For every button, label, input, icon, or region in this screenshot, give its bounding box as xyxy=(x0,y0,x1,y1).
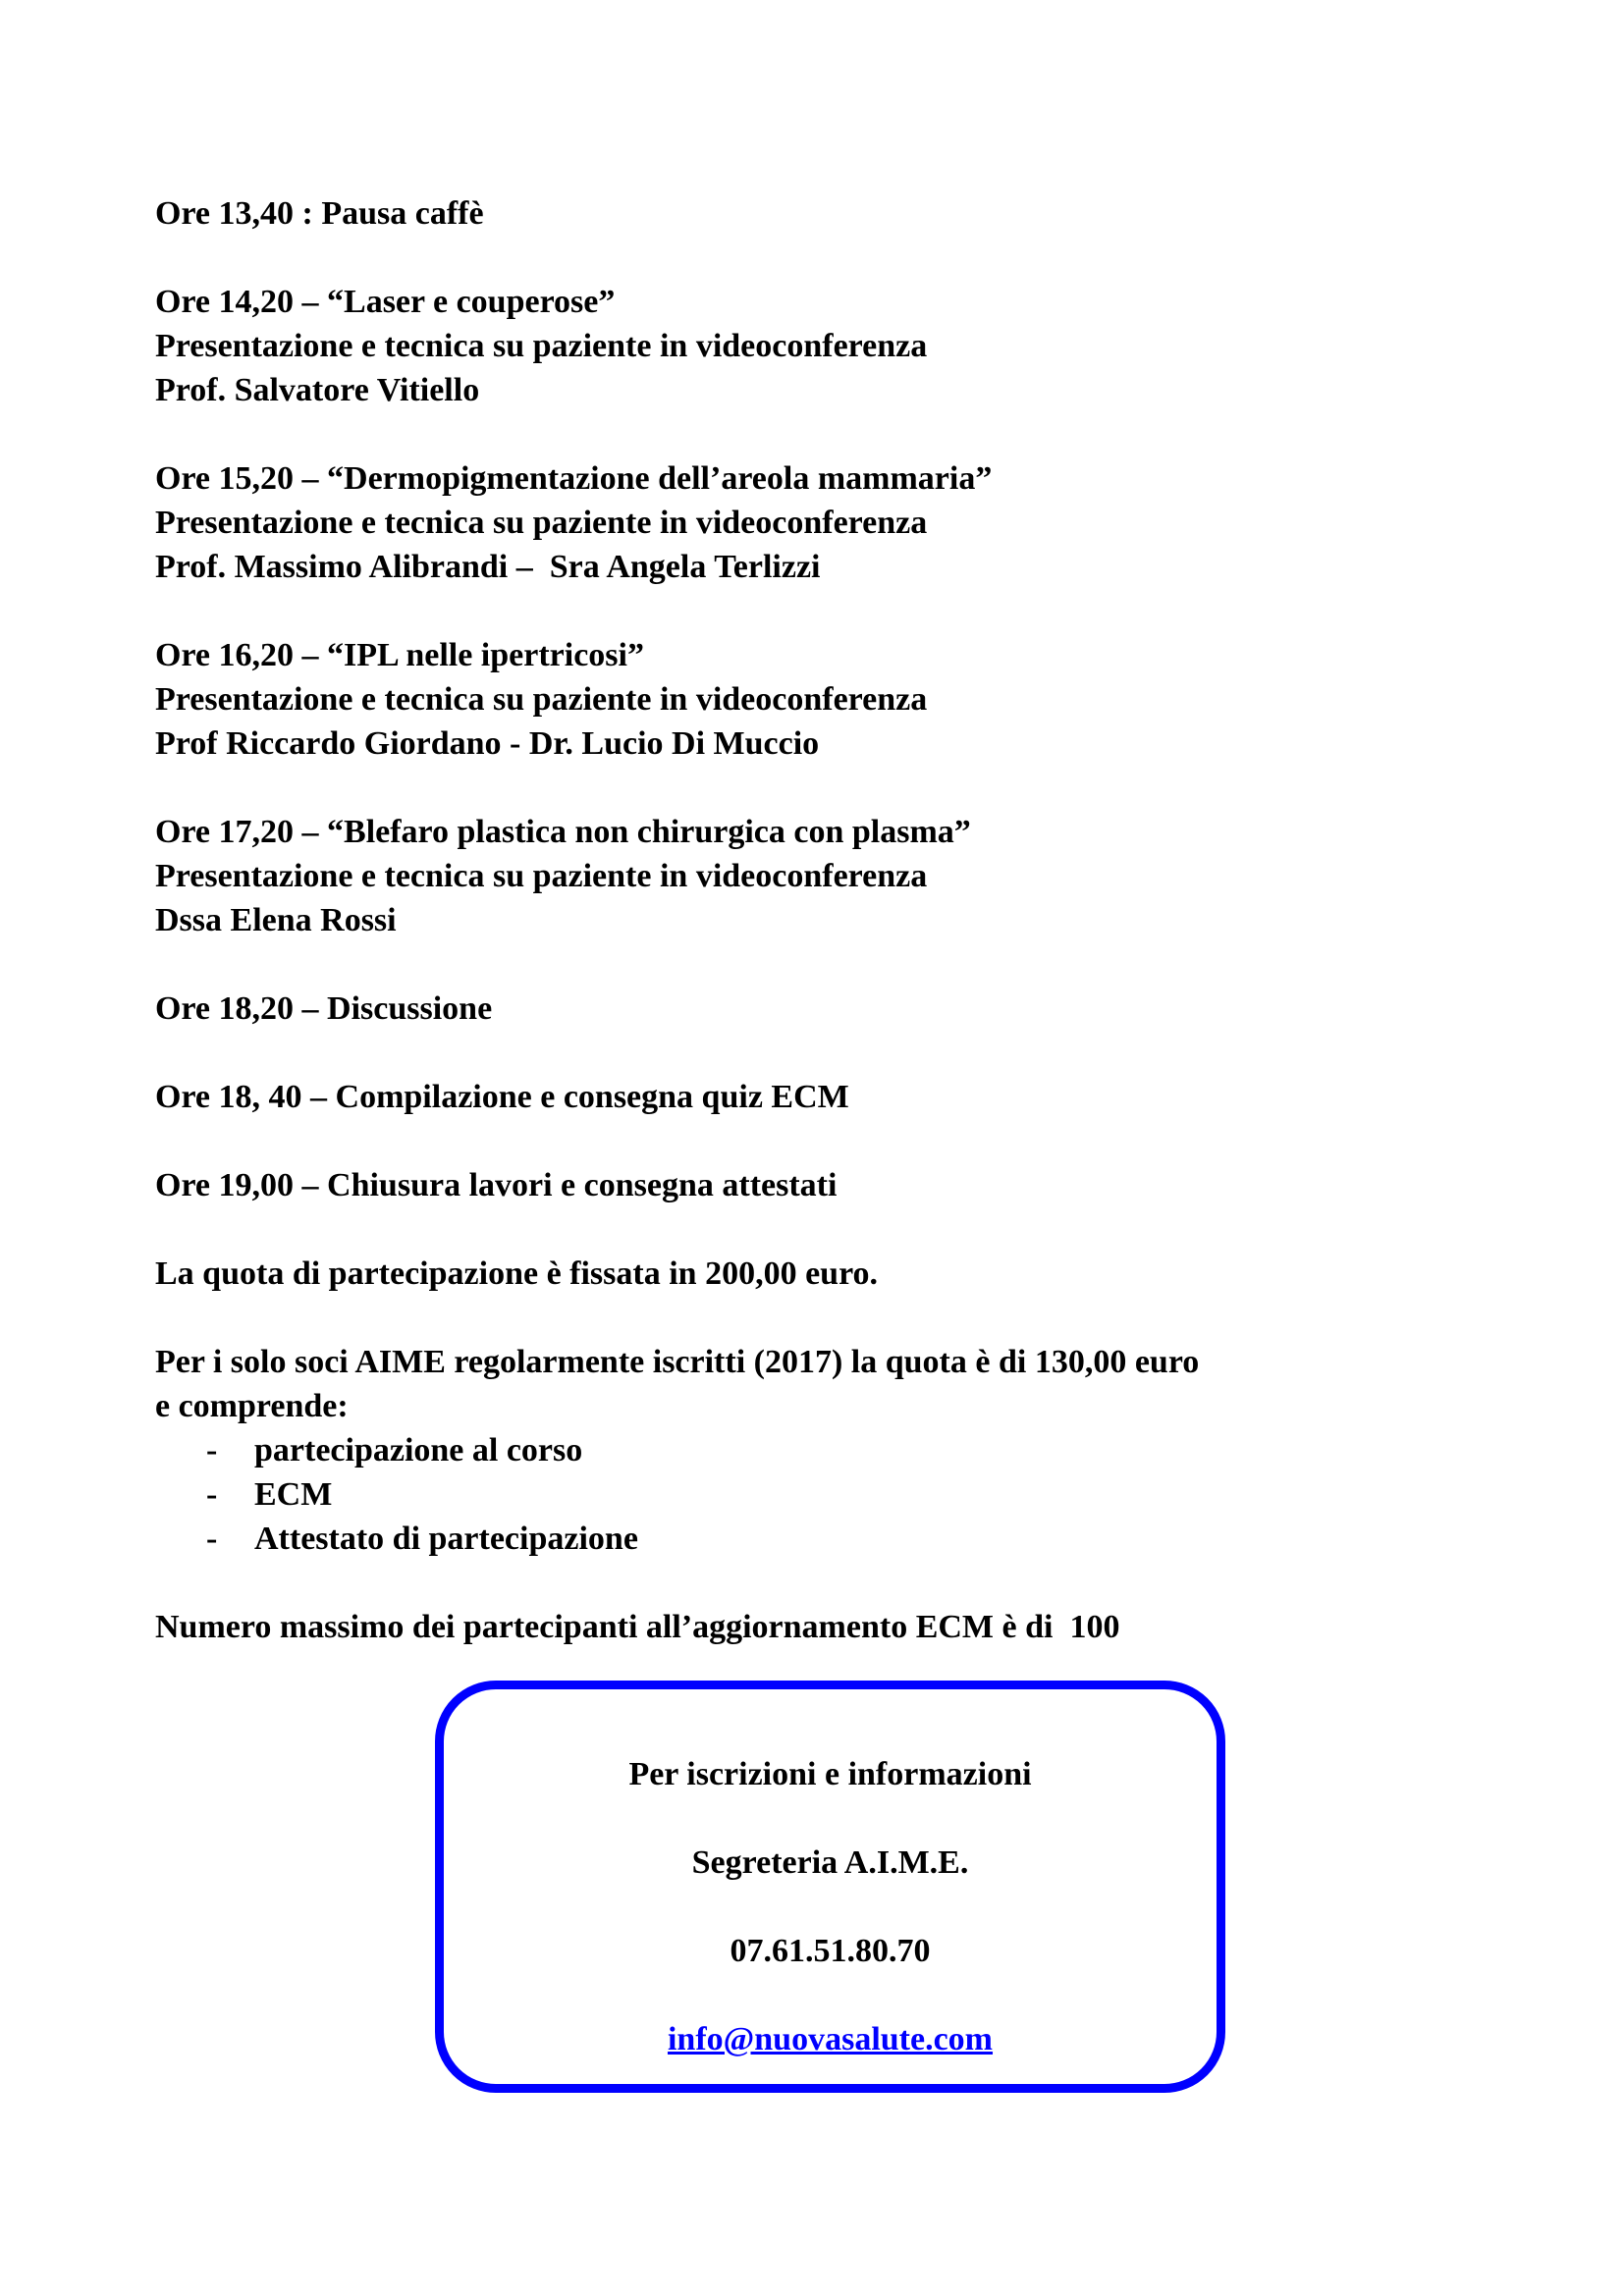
spacer xyxy=(155,1031,1471,1075)
list-item-text: Attestato di partecipazione xyxy=(254,1521,638,1557)
spacer xyxy=(155,1296,1471,1340)
schedule-speakers: Prof. Massimo Alibrandi – Sra Angela Terlizzi xyxy=(155,549,821,585)
schedule-description: Presentazione e tecnica su paziente in videoconferenza xyxy=(155,328,928,364)
spacer xyxy=(155,589,1471,633)
spacer xyxy=(155,942,1471,987)
spacer xyxy=(155,1119,1471,1163)
contact-box xyxy=(435,1681,1225,2093)
list-item xyxy=(155,1472,1471,1517)
document-body xyxy=(155,191,1471,1649)
list-bullet: - xyxy=(206,1432,218,1468)
max-participants: Numero massimo dei partecipanti all’aggiornamento ECM è di 100 xyxy=(155,1609,1120,1645)
schedule-item-blefaro-plastica xyxy=(155,810,1471,942)
schedule-item-ipl-ipertricosi xyxy=(155,633,1471,766)
list-item-text: partecipazione al corso xyxy=(254,1432,583,1468)
schedule-line: Ore 18, 40 – Compilazione e consegna quiz ECM xyxy=(155,1079,849,1115)
schedule-item-discussione xyxy=(155,987,1471,1031)
member-fee-line-2: e comprende: xyxy=(155,1388,349,1424)
schedule-description: Presentazione e tecnica su paziente in videoconferenza xyxy=(155,858,928,894)
schedule-item-laser-couperose xyxy=(155,280,1471,412)
schedule-title: Ore 14,20 – “Laser e couperose” xyxy=(155,284,616,320)
contact-office: Segreteria A.I.M.E. xyxy=(691,1844,969,1881)
schedule-speakers: Dssa Elena Rossi xyxy=(155,902,397,938)
schedule-title: Ore 17,20 – “Blefaro plastica non chirurgica con plasma” xyxy=(155,814,971,850)
schedule-line: Ore 18,20 – Discussione xyxy=(155,990,493,1027)
list-item xyxy=(155,1428,1471,1472)
schedule-description: Presentazione e tecnica su paziente in videoconferenza xyxy=(155,681,928,718)
schedule-line: Ore 19,00 – Chiusura lavori e consegna attestati xyxy=(155,1167,838,1203)
spacer xyxy=(155,236,1471,280)
member-fee-line-1: Per i solo soci AIME regolarmente iscritti (2017) la quota è di 130,00 euro xyxy=(155,1344,1200,1380)
schedule-title: Ore 16,20 – “IPL nelle ipertricosi” xyxy=(155,637,644,673)
schedule-item-coffee-break xyxy=(155,191,1471,236)
list-bullet: - xyxy=(206,1521,218,1557)
schedule-speakers: Prof Riccardo Giordano - Dr. Lucio Di Muccio xyxy=(155,725,820,762)
spacer xyxy=(155,412,1471,456)
schedule-item-quiz-ecm xyxy=(155,1075,1471,1119)
schedule-description: Presentazione e tecnica su paziente in videoconferenza xyxy=(155,505,928,541)
spacer xyxy=(155,1207,1471,1252)
contact-phone: 07.61.51.80.70 xyxy=(730,1933,931,1969)
list-bullet: - xyxy=(206,1476,218,1513)
schedule-item-dermopigmentazione xyxy=(155,456,1471,589)
contact-heading: Per iscrizioni e informazioni xyxy=(628,1756,1032,1792)
spacer xyxy=(155,1561,1471,1605)
schedule-title: Ore 15,20 – “Dermopigmentazione dell’areola mammaria” xyxy=(155,460,993,497)
fee-includes-list xyxy=(155,1428,1471,1561)
contact-email-row xyxy=(444,2017,1217,2061)
spacer xyxy=(155,766,1471,810)
schedule-item-chiusura xyxy=(155,1163,1471,1207)
schedule-line: Ore 13,40 : Pausa caffè xyxy=(155,195,484,232)
list-item-text: ECM xyxy=(254,1476,333,1513)
standard-fee: La quota di partecipazione è fissata in 200,00 euro. xyxy=(155,1255,879,1292)
list-item xyxy=(155,1517,1471,1561)
schedule-speakers: Prof. Salvatore Vitiello xyxy=(155,372,480,408)
contact-email-link[interactable]: info@nuovasalute.com xyxy=(667,2021,994,2057)
